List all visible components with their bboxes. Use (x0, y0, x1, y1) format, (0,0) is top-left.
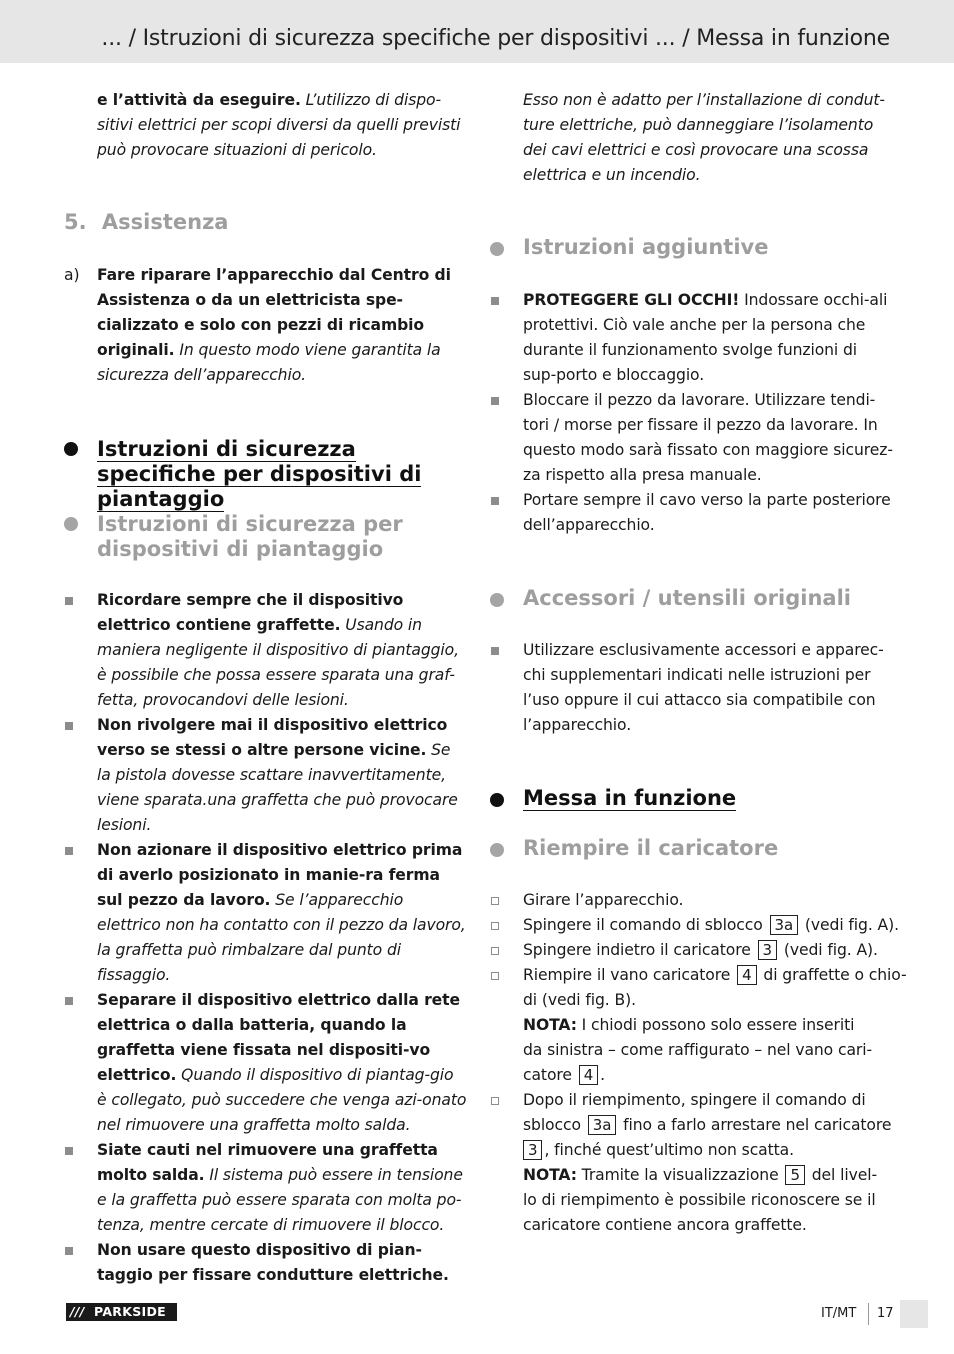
square-bullet-icon (65, 1247, 73, 1255)
ref-box: 3a (770, 915, 799, 935)
square-bullet-icon (65, 1147, 73, 1155)
square-bullet-icon (491, 297, 499, 305)
step-2-text: Spingere il comando di sblocco (523, 916, 763, 934)
nota-label: NOTA: (523, 1166, 577, 1184)
list-item-text: Indossare occhi-ali protettivi. Ciò vale anche per la persona che durante il funzionamento svolge funzioni di sup-porto e bloccaggio. (523, 291, 888, 384)
nota-1-text: I chiodi possono solo essere inseriti (576, 1016, 855, 1034)
heading-messa (523, 786, 736, 811)
page-header-band (0, 0, 954, 63)
checkbox-bullet-icon (491, 1097, 499, 1105)
nota-1 (523, 1013, 854, 1038)
list-item-bold: Siate cauti nel rimuovere una graffetta molto salda. (97, 1141, 438, 1184)
square-bullet-icon (491, 497, 499, 505)
step-2-suffix: (vedi fig. A). (804, 916, 899, 934)
list-item (523, 488, 893, 538)
list-item-bold: PROTEGGERE GLI OCCHI! (523, 291, 740, 309)
list-item (523, 388, 893, 488)
list-item-bold: Non usare questo dispositivo di pian-taggio per fissare condutture elettriche. (97, 1241, 449, 1284)
nota-label: NOTA: (523, 1016, 577, 1034)
step-5-word: sblocco (523, 1116, 581, 1134)
checkbox-bullet-icon (491, 972, 499, 980)
heading-specific-instructions-text: Istruzioni di sicurezza specifiche per dispositivi di piantaggio (97, 437, 422, 511)
list-item (97, 588, 467, 713)
nota-1-line3 (523, 1063, 605, 1088)
step-5-line2 (523, 1113, 891, 1138)
heading-aggiuntive: Istruzioni aggiuntive (523, 235, 769, 259)
list-item-bold: Non rivolgere mai il dispositivo elettrico verso se stessi o altre persone vicine. (97, 716, 448, 759)
section-title: Assistenza (101, 210, 229, 234)
step-4-suffix: di graffette o chio- (763, 966, 907, 984)
list-item-italic: Se l’apparecchio elettrico non ha contatto con il pezzo da lavoro, la graffetta può rimbalzare dal punto di fissaggio. (97, 891, 466, 984)
intro-italic: L’utilizzo di dispo-sitivi elettrici per scopi diversi da quelli previsti può provocare situazioni di pericolo. (97, 91, 461, 159)
step-3 (523, 938, 878, 963)
heading-specific-instructions (97, 437, 477, 512)
item-a-italic: In questo modo viene garantita la sicurezza dell’apparecchio. (97, 341, 441, 384)
nota-2-text: Tramite la visualizzazione (576, 1166, 779, 1184)
step-4 (523, 963, 907, 988)
square-bullet-icon (491, 397, 499, 405)
list-item-italic: Quando il dispositivo di piantag-gio è collegato, può succedere che venga azi-onato nel rimuovere una graffetta molto salda. (97, 1066, 467, 1134)
footer-tab (900, 1300, 928, 1328)
list-item (523, 288, 893, 388)
step-3-suffix: (vedi fig. A). (783, 941, 878, 959)
grey-dot-icon (490, 843, 504, 857)
section-number: 5. (64, 210, 87, 234)
step-4-cont: di (vedi fig. B). (523, 991, 636, 1009)
step-1: Girare l’apparecchio. (523, 891, 684, 909)
ref-box: 3 (523, 1140, 542, 1160)
heading-riempire: Riempire il caricatore (523, 836, 779, 860)
item-a-bold: Fare riparare l’apparecchio dal Centro di Assistenza o da un elettricista spe-cializzato e solo con pezzi di ricambio originali. (97, 266, 451, 359)
step-5-text: fino a farlo arrestare nel caricatore (623, 1116, 892, 1134)
step-4-text: Riempire il vano caricatore (523, 966, 731, 984)
list-item-bold: Ricordare sempre che il dispositivo elettrico contiene graffette. (97, 591, 404, 634)
heading-safety-instructions: Istruzioni di sicurezza per dispositivi di piantaggio (97, 512, 403, 561)
grey-dot-icon (64, 517, 78, 531)
nota-1-line2: da sinistra – come raffigurato – nel vano cari- (523, 1041, 872, 1059)
ref-box: 4 (579, 1065, 598, 1085)
list-item (97, 1138, 467, 1238)
heading-messa-text: Messa in funzione (523, 786, 737, 810)
square-bullet-icon (65, 997, 73, 1005)
list-item-italic: Usando in maniera negligente il dispositivo di piantaggio, è possibile che possa essere sparata una graf-fetta, provocandovi delle lesioni. (97, 616, 459, 709)
list-item-bold: Separare il dispositivo elettrico dalla rete elettrica o dalla batteria, quando la graffetta viene fissata nel dispositi-vo elettrico. (97, 991, 460, 1084)
step-5-suffix: , finché quest’ultimo non scatta. (544, 1141, 794, 1159)
list-item (97, 988, 467, 1138)
grey-dot-icon (490, 242, 504, 256)
checkbox-bullet-icon (491, 897, 499, 905)
language-code: IT/MT (821, 1306, 857, 1321)
list-item (97, 838, 467, 988)
step-5: Dopo il riempimento, spingere il comando di (523, 1091, 866, 1109)
nota-2-line3: caricatore contiene ancora graffette. (523, 1216, 807, 1234)
list-item-bold: Non azionare il dispositivo elettrico prima di averlo posizionato in manie-ra ferma sul pezzo da lavoro. (97, 841, 463, 909)
ref-box: 3a (588, 1115, 617, 1135)
ref-box: 5 (785, 1165, 804, 1185)
right-intro-italic: Esso non è adatto per l’installazione di condut-ture elettriche, può danneggiare l’isolamento dei cavi elettrici e così provocare una scossa elettrica e un incendio. (523, 91, 885, 184)
grey-dot-icon (490, 593, 504, 607)
step-2 (523, 913, 899, 938)
logo-brand: PARKSIDE (94, 1304, 166, 1319)
page-number: 17 (877, 1306, 894, 1321)
checkbox-bullet-icon (491, 947, 499, 955)
accessori-text: Utilizzare esclusivamente accessori e apparec-chi supplementari indicati nelle istruzioni per l’uso oppure il cui attacco sia compatibile con l’apparecchio. (523, 641, 884, 734)
section-assistenza-heading (64, 210, 228, 234)
square-bullet-icon (65, 847, 73, 855)
ref-box: 4 (737, 965, 756, 985)
parkside-logo (66, 1303, 177, 1321)
square-bullet-icon (65, 722, 73, 730)
footer-divider (868, 1303, 869, 1325)
square-bullet-icon (65, 597, 73, 605)
intro-bold: e l’attività da eseguire. (97, 91, 301, 109)
black-dot-icon (64, 442, 78, 456)
step-3-text: Spingere indietro il caricatore (523, 941, 751, 959)
heading-accessori: Accessori / utensili originali (523, 586, 851, 610)
intro-paragraph (97, 88, 467, 163)
nota-2-suffix: del livel- (811, 1166, 877, 1184)
nota-2 (523, 1163, 877, 1188)
logo-stripes: /// (70, 1304, 85, 1319)
list-item-italic: Il sistema può essere in tensione e la graffetta può essere sparata con molta po-tenza, mentre cercate di rimuovere il blocco. (97, 1166, 463, 1234)
item-a-text (97, 263, 467, 388)
list-item (97, 1238, 467, 1288)
nota-2-line2: lo di riempimento è possibile riconoscere se il (523, 1191, 876, 1209)
page-title: ... / Istruzioni di sicurezza specifiche per dispositivi ... / Messa in funzione (101, 26, 890, 51)
list-item-text: Bloccare il pezzo da lavorare. Utilizzare tendi-tori / morse per fissare il pezzo da lavorare. In questo modo sarà fissato con maggiore sicurez-za rispetto alla presa manuale. (523, 391, 893, 484)
list-item-italic: Se la pistola dovesse scattare inavvertitamente, viene sparata.una graffetta che può provocare lesioni. (97, 741, 458, 834)
list-item (97, 713, 467, 838)
nota-1-period: . (600, 1066, 606, 1084)
checkbox-bullet-icon (491, 922, 499, 930)
list-item-text: Portare sempre il cavo verso la parte posteriore dell’apparecchio. (523, 491, 891, 534)
nota-1-word: catore (523, 1066, 572, 1084)
black-dot-icon (490, 793, 504, 807)
square-bullet-icon (491, 647, 499, 655)
ref-box: 3 (758, 940, 777, 960)
item-a-label: a) (64, 266, 80, 284)
step-5-line3 (523, 1138, 794, 1163)
